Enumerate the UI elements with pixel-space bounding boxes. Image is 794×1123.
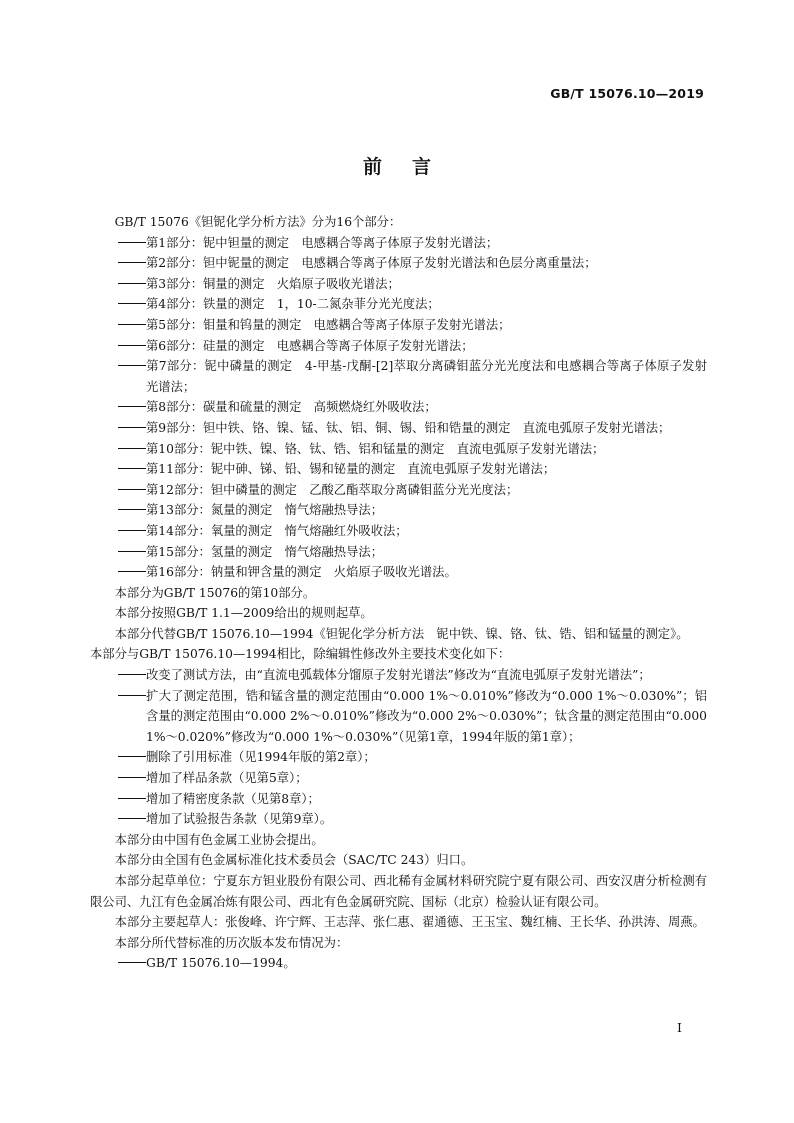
dash-mark <box>118 777 146 778</box>
dash-mark <box>118 365 146 366</box>
list-item: 第12部分：钽中磷量的测定 乙酸乙酯萃取分离磷钼蓝分光光度法； <box>90 480 707 501</box>
list-item: 第5部分：钼量和钨量的测定 电感耦合等离子体原子发射光谱法； <box>90 315 707 336</box>
drafting-units-paragraph: 本部分起草单位：宁夏东方钽业股份有限公司、西北稀有金属材料研究院宁夏有限公司、西安汉唐分析检测有限公司、九江有色金属冶炼有限公司、西北有色金属研究院、国标（北京）检验认证有限公司。 <box>90 874 707 909</box>
dash-mark <box>118 818 146 819</box>
intro-paragraph: GB/T 15076《钽铌化学分析方法》分为16个部分： <box>114 215 402 229</box>
list-item: 改变了测试方法，由“直流电弧载体分馏原子发射光谱法”修改为“直流电弧原子发射光谱法”； <box>90 665 707 686</box>
list-item: 增加了样品条款（见第5章）； <box>90 768 707 789</box>
list-item: 第2部分：钽中铌量的测定 电感耦合等离子体原子发射光谱法和色层分离重量法； <box>90 253 707 274</box>
list-item: GB/T 15076.10—1994。 <box>90 953 707 974</box>
dash-mark <box>118 324 146 325</box>
dash-mark <box>118 468 146 469</box>
list-item: 增加了试验报告条款（见第9章）。 <box>90 809 707 830</box>
dash-mark <box>118 242 146 243</box>
dash-mark <box>118 509 146 510</box>
proposed-by-paragraph: 本部分由中国有色金属工业协会提出。 <box>114 832 324 847</box>
changes-intro-paragraph: 本部分与GB/T 15076.10—1994相比，除编辑性修改外主要技术变化如下： <box>90 647 511 662</box>
page-number: I <box>677 1020 682 1035</box>
dash-mark <box>118 798 146 799</box>
list-item: 第7部分：铌中磷量的测定 4-甲基-戊酮-[2]萃取分离磷钼蓝分光光度法和电感耦合等离子体原子发射光谱法； <box>90 356 707 397</box>
list-item: 增加了精密度条款（见第8章）； <box>90 789 707 810</box>
dash-mark <box>118 345 146 346</box>
list-item: 第15部分：氢量的测定 惰气熔融热导法； <box>90 542 707 563</box>
dash-mark <box>118 551 146 552</box>
foreword-body <box>90 212 707 974</box>
list-item: 第10部分：铌中铁、镍、铬、钛、锆、铝和锰量的测定 直流电弧原子发射光谱法； <box>90 439 707 460</box>
dash-mark <box>118 489 146 490</box>
list-item: 第8部分：碳量和硫量的测定 高频燃烧红外吸收法； <box>90 397 707 418</box>
list-item: 第6部分：硅量的测定 电感耦合等离子体原子发射光谱法； <box>90 336 707 357</box>
history-intro-paragraph: 本部分所代替标准的历次版本发布情况为： <box>114 935 349 950</box>
list-item: 第14部分：氧量的测定 惰气熔融红外吸收法； <box>90 521 707 542</box>
dash-mark <box>118 571 146 572</box>
parts-list <box>90 233 707 583</box>
dash-mark <box>118 303 146 304</box>
history-list <box>90 953 707 974</box>
dash-mark <box>118 674 146 675</box>
list-item: 第3部分：铜量的测定 火焰原子吸收光谱法； <box>90 274 707 295</box>
list-item: 删除了引用标准（见1994年版的第2章）； <box>90 747 707 768</box>
dash-mark <box>118 283 146 284</box>
dash-mark <box>118 427 146 428</box>
list-item: 第4部分：铁量的测定 1，10-二氮杂菲分光光度法； <box>90 294 707 315</box>
page-title: 前言 <box>362 156 461 178</box>
dash-mark <box>118 530 146 531</box>
list-item: 第1部分：铌中钽量的测定 电感耦合等离子体原子发射光谱法； <box>90 233 707 254</box>
list-item: 第9部分：钽中铁、铬、镍、锰、钛、铝、铜、锡、铅和锆量的测定 直流电弧原子发射光谱法； <box>90 418 707 439</box>
changes-list <box>90 665 707 830</box>
dash-mark <box>118 695 146 696</box>
part-of-paragraph: 本部分为GB/T 15076的第10部分。 <box>114 585 316 600</box>
list-item: 第16部分：钠量和钾含量的测定 火焰原子吸收光谱法。 <box>90 562 707 583</box>
dash-mark <box>118 962 146 963</box>
dash-mark <box>118 448 146 449</box>
jurisdiction-paragraph: 本部分由全国有色金属标准化技术委员会（SAC/TC 243）归口。 <box>114 853 474 868</box>
replaces-paragraph: 本部分代替GB/T 15076.10—1994《钽铌化学分析方法 铌中铁、镍、铬、钛、锆、铝和锰量的测定》。 <box>114 626 689 641</box>
drafted-per-paragraph: 本部分按照GB/T 1.1—2009给出的规则起草。 <box>114 606 373 621</box>
list-item: 第13部分：氮量的测定 惰气熔融热导法； <box>90 500 707 521</box>
dash-mark <box>118 756 146 757</box>
standard-code: GB/T 15076.10—2019 <box>550 86 704 101</box>
dash-mark <box>118 262 146 263</box>
drafters-paragraph: 本部分主要起草人：张俊峰、许宁辉、王志萍、张仁惠、翟通德、王玉宝、魏红楠、王长华、孙洪涛、周燕。 <box>114 915 705 930</box>
list-item: 第11部分：铌中砷、锑、铅、锡和铋量的测定 直流电弧原子发射光谱法； <box>90 459 707 480</box>
dash-mark <box>118 406 146 407</box>
list-item: 扩大了测定范围，锆和锰含量的测定范围由“0.000 1%～0.010%”修改为“0.000 1%～0.030%”；铝含量的测定范围由“0.000 2%～0.010%”修改为“0.000 2%～0.030%”；钛含量的测定范围由“0.000 1%～0.020%”修改为“0.000 1%～0.030%”（见第1章，1994年版的第1章）； <box>90 686 707 748</box>
